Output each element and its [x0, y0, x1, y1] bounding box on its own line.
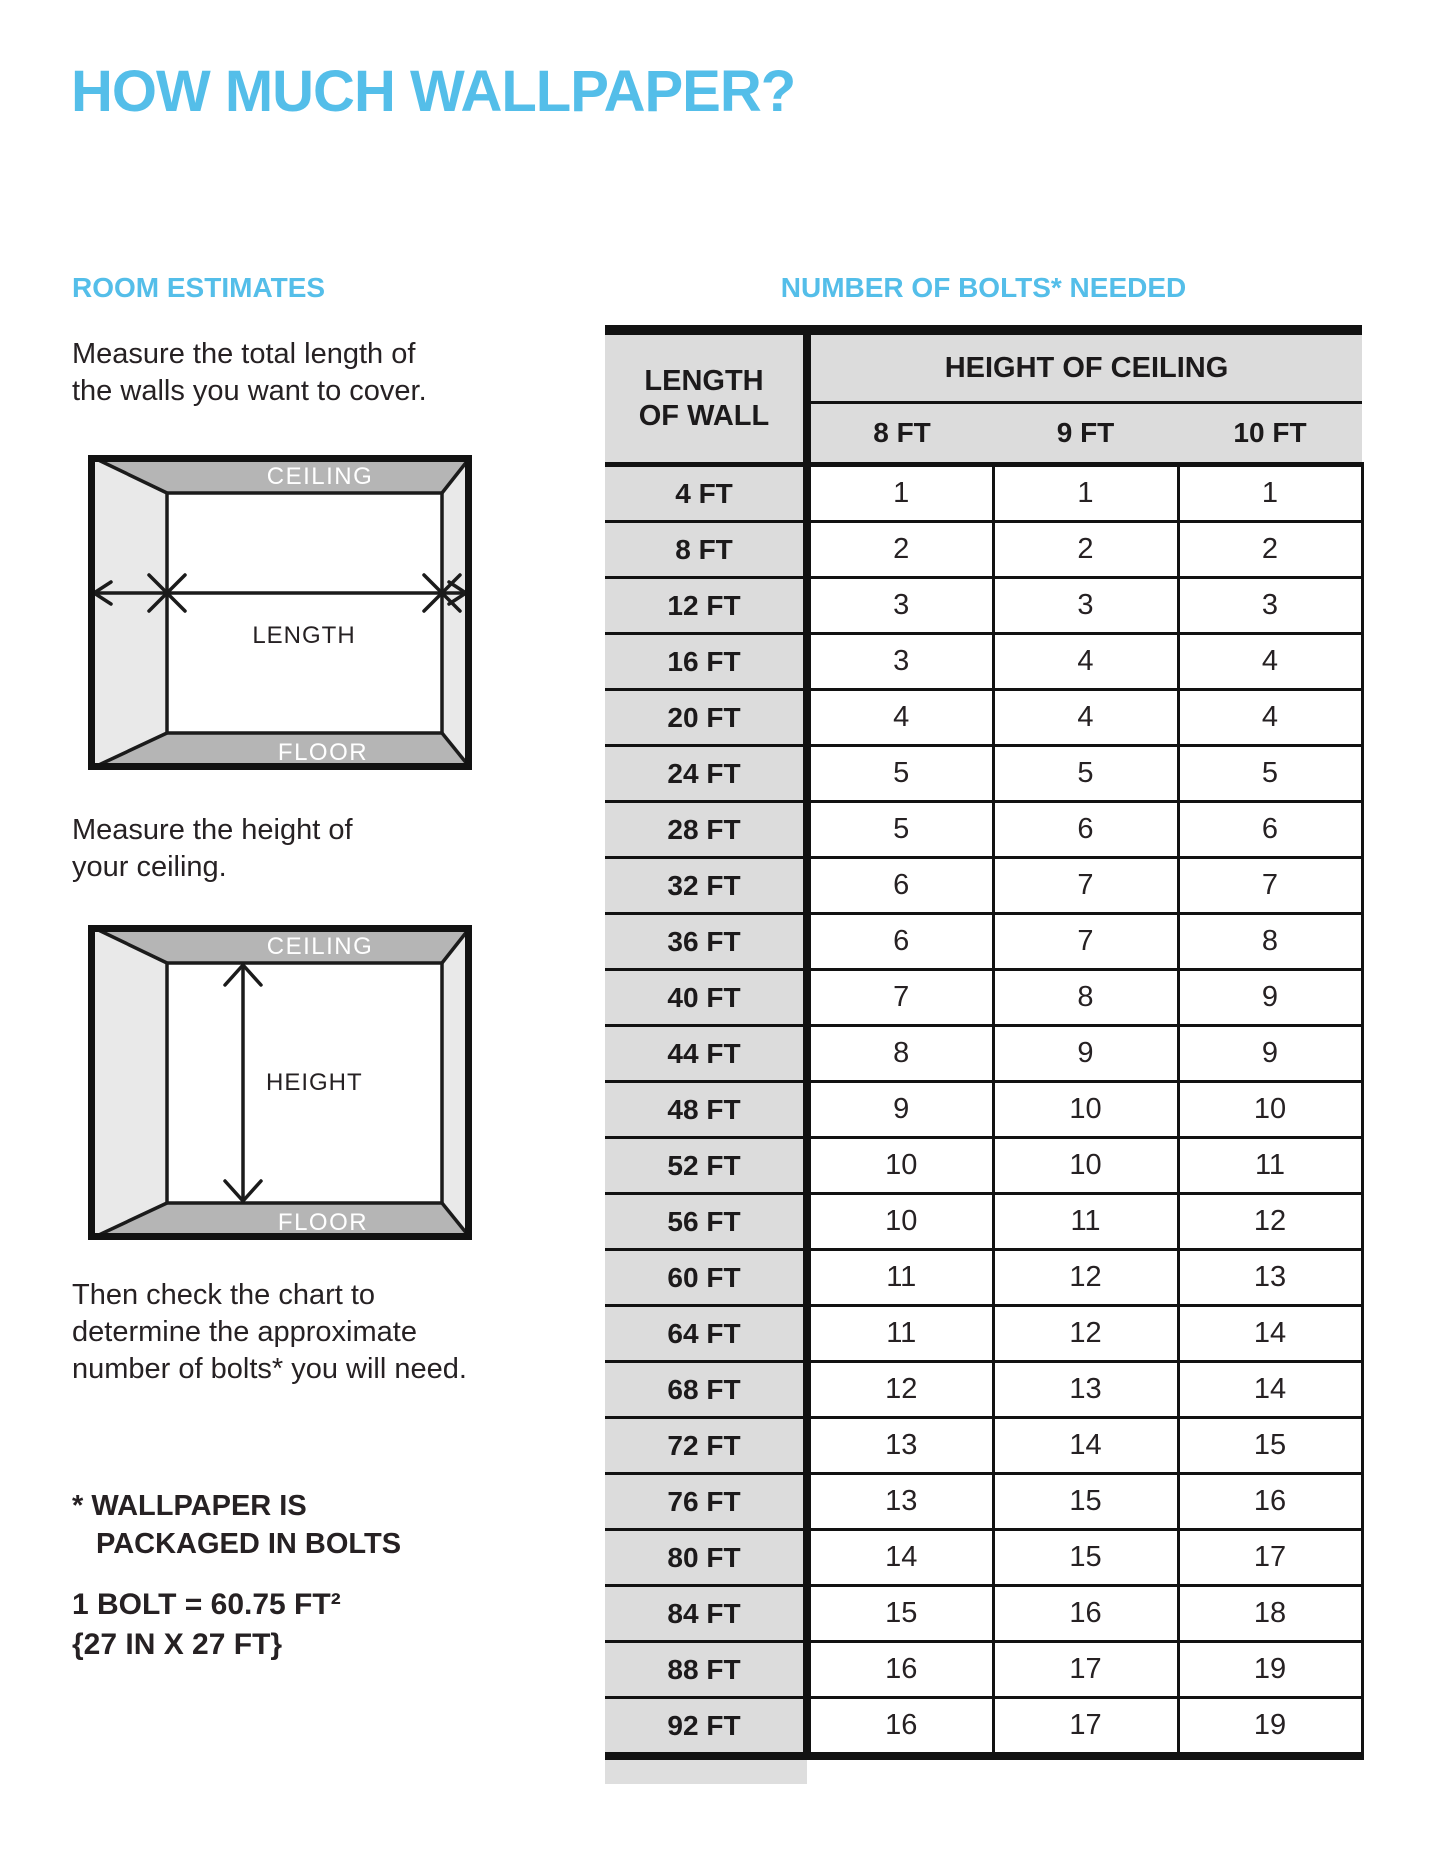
- bolt-count-cell: 16: [807, 1642, 993, 1698]
- wall-length-cell: 64 FT: [605, 1306, 807, 1362]
- bolt-count-cell: 14: [993, 1418, 1178, 1474]
- instruction-check-chart: [72, 1277, 467, 1388]
- wall-length-cell: 92 FT: [605, 1698, 807, 1757]
- instruction-measure-height: [72, 812, 353, 886]
- wall-length-cell: 24 FT: [605, 746, 807, 802]
- bolt-count-cell: 2: [807, 522, 993, 578]
- wall-length-cell: 84 FT: [605, 1586, 807, 1642]
- instruction-line: the walls you want to cover.: [72, 375, 427, 407]
- instruction-line: determine the approximate: [72, 1316, 417, 1348]
- wall-length-cell: 20 FT: [605, 690, 807, 746]
- table-row: [605, 1138, 1362, 1194]
- table-row: [605, 1306, 1362, 1362]
- instruction-line: Measure the height of: [72, 814, 353, 846]
- bolt-count-cell: 9: [993, 1026, 1178, 1082]
- bolt-count-cell: 8: [993, 970, 1178, 1026]
- wall-length-cell: 12 FT: [605, 578, 807, 634]
- bolts-table-header: [605, 330, 1362, 465]
- wall-length-cell: 56 FT: [605, 1194, 807, 1250]
- bolt-count-cell: 6: [993, 802, 1178, 858]
- ceiling-height-column-header: 9 FT: [993, 403, 1178, 465]
- bolt-count-cell: 15: [807, 1586, 993, 1642]
- table-row: [605, 802, 1362, 858]
- table-row: [605, 1026, 1362, 1082]
- bolt-count-cell: 4: [807, 690, 993, 746]
- wall-length-cell: 36 FT: [605, 914, 807, 970]
- bolt-count-cell: 3: [807, 634, 993, 690]
- table-row: [605, 1362, 1362, 1418]
- table-row: [605, 522, 1362, 578]
- wall-length-cell: 8 FT: [605, 522, 807, 578]
- instruction-line: Then check the chart to: [72, 1279, 376, 1311]
- table-row: [605, 1194, 1362, 1250]
- bolt-count-cell: 8: [807, 1026, 993, 1082]
- instruction-line: your ceiling.: [72, 851, 227, 883]
- bolt-count-cell: 17: [993, 1698, 1178, 1757]
- wall-length-cell: 80 FT: [605, 1530, 807, 1586]
- bolt-count-cell: 4: [993, 634, 1178, 690]
- bolt-count-cell: 4: [1178, 690, 1362, 746]
- bolt-count-cell: 7: [993, 914, 1178, 970]
- bolts-table: [605, 325, 1364, 1760]
- bolt-count-cell: 16: [807, 1698, 993, 1757]
- wall-length-cell: 48 FT: [605, 1082, 807, 1138]
- page-title: HOW MUCH WALLPAPER?: [71, 59, 796, 124]
- bolt-count-cell: 5: [807, 802, 993, 858]
- table-row: [605, 858, 1362, 914]
- bolts-needed-heading: NUMBER OF BOLTS* NEEDED: [780, 272, 1187, 303]
- bolt-count-cell: 14: [1178, 1362, 1362, 1418]
- wall-length-cell: 88 FT: [605, 1642, 807, 1698]
- bolt-count-cell: 11: [1178, 1138, 1362, 1194]
- wall-length-cell: 16 FT: [605, 634, 807, 690]
- instruction-measure-length: [72, 336, 427, 410]
- bolt-count-cell: 1: [807, 465, 993, 522]
- footnote-line: * WALLPAPER IS: [72, 1490, 307, 1522]
- table-row: [605, 578, 1362, 634]
- table-row: [605, 1642, 1362, 1698]
- wall-length-cell: 44 FT: [605, 1026, 807, 1082]
- table-row: [605, 1698, 1362, 1757]
- bolt-count-cell: 13: [807, 1418, 993, 1474]
- left-wall: [88, 455, 167, 770]
- ceiling-label: CEILING: [266, 933, 374, 960]
- bolt-count-cell: 13: [993, 1362, 1178, 1418]
- table-row: [605, 1418, 1362, 1474]
- bolt-count-cell: 17: [993, 1642, 1178, 1698]
- wall-length-cell: 4 FT: [605, 465, 807, 522]
- bolt-count-cell: 12: [993, 1250, 1178, 1306]
- floor-label: FLOOR: [277, 1209, 369, 1236]
- table-row: [605, 1474, 1362, 1530]
- room-length-diagram-svg: [88, 455, 472, 770]
- height-label: HEIGHT: [266, 1069, 363, 1096]
- bolt-count-cell: 16: [1178, 1474, 1362, 1530]
- table-row: [605, 746, 1362, 802]
- instruction-line: Measure the total length of: [72, 338, 416, 370]
- table-row: [605, 1082, 1362, 1138]
- bolt-count-cell: 13: [1178, 1250, 1362, 1306]
- room-estimates-heading: ROOM ESTIMATES: [72, 272, 326, 303]
- bolts-table-body: [605, 465, 1362, 1757]
- ceiling-label: CEILING: [266, 463, 374, 490]
- height-of-ceiling-header: HEIGHT OF CEILING: [807, 330, 1362, 403]
- table-row: [605, 970, 1362, 1026]
- table-row: [605, 914, 1362, 970]
- bolt-count-cell: 10: [1178, 1082, 1362, 1138]
- bolt-count-cell: 4: [993, 690, 1178, 746]
- floor-label: FLOOR: [277, 739, 369, 766]
- bolt-count-cell: 9: [807, 1082, 993, 1138]
- wall-length-cell: 76 FT: [605, 1474, 807, 1530]
- bolt-count-cell: 15: [993, 1474, 1178, 1530]
- bolt-count-cell: 11: [993, 1194, 1178, 1250]
- bolt-count-cell: 12: [807, 1362, 993, 1418]
- bolt-count-cell: 11: [807, 1306, 993, 1362]
- wall-length-cell: 28 FT: [605, 802, 807, 858]
- bolt-count-cell: 14: [1178, 1306, 1362, 1362]
- wall-length-cell: 32 FT: [605, 858, 807, 914]
- length-label: LENGTH: [252, 622, 356, 649]
- bolt-count-cell: 12: [1178, 1194, 1362, 1250]
- bolt-count-cell: 7: [993, 858, 1178, 914]
- table-row: [605, 1250, 1362, 1306]
- table-row: [605, 465, 1362, 522]
- table-row: [605, 690, 1362, 746]
- bolt-count-cell: 3: [1178, 578, 1362, 634]
- bolt-count-cell: 9: [1178, 970, 1362, 1026]
- wall-length-cell: 60 FT: [605, 1250, 807, 1306]
- instruction-line: number of bolts* you will need.: [72, 1353, 467, 1385]
- bolt-count-cell: 2: [1178, 522, 1362, 578]
- bolt-count-cell: 3: [993, 578, 1178, 634]
- table-row: [605, 1530, 1362, 1586]
- room-length-diagram: [88, 455, 472, 770]
- bolt-count-cell: 5: [993, 746, 1178, 802]
- bolt-count-cell: 13: [807, 1474, 993, 1530]
- bolt-size-line: {27 IN X 27 FT}: [72, 1628, 283, 1661]
- bolt-size-info: [72, 1585, 341, 1665]
- wall-length-cell: 68 FT: [605, 1362, 807, 1418]
- bolt-count-cell: 6: [1178, 802, 1362, 858]
- bolt-count-cell: 12: [993, 1306, 1178, 1362]
- ceiling-height-column-header: 10 FT: [1178, 403, 1362, 465]
- wallpaper-bolts-footnote: [72, 1487, 401, 1563]
- bolt-count-cell: 2: [993, 522, 1178, 578]
- bolt-count-cell: 9: [1178, 1026, 1362, 1082]
- bolt-count-cell: 5: [807, 746, 993, 802]
- bolt-count-cell: 10: [807, 1194, 993, 1250]
- bolt-count-cell: 6: [807, 914, 993, 970]
- ceiling-height-column-header: 8 FT: [807, 403, 993, 465]
- wall-length-cell: 72 FT: [605, 1418, 807, 1474]
- bolt-count-cell: 11: [807, 1250, 993, 1306]
- table-row: [605, 634, 1362, 690]
- bolt-count-cell: 15: [993, 1530, 1178, 1586]
- bolt-count-cell: 1: [1178, 465, 1362, 522]
- bolts-table-container: [605, 325, 1364, 1760]
- room-height-diagram-svg: [88, 925, 472, 1240]
- bolt-count-cell: 15: [1178, 1418, 1362, 1474]
- bolt-count-cell: 8: [1178, 914, 1362, 970]
- bolt-count-cell: 10: [993, 1082, 1178, 1138]
- wall-length-cell: 52 FT: [605, 1138, 807, 1194]
- room-height-diagram: [88, 925, 472, 1240]
- length-of-wall-header: [605, 330, 807, 465]
- label-column-tail: [605, 1760, 807, 1784]
- bolt-count-cell: 18: [1178, 1586, 1362, 1642]
- bolt-count-cell: 17: [1178, 1530, 1362, 1586]
- header-line: OF WALL: [638, 399, 770, 432]
- bolt-count-cell: 4: [1178, 634, 1362, 690]
- bolt-count-cell: 14: [807, 1530, 993, 1586]
- bolt-count-cell: 19: [1178, 1698, 1362, 1757]
- header-line: LENGTH: [644, 364, 764, 397]
- bolt-count-cell: 7: [807, 970, 993, 1026]
- bolt-count-cell: 6: [807, 858, 993, 914]
- bolt-count-cell: 1: [993, 465, 1178, 522]
- left-wall: [88, 925, 167, 1240]
- bolt-count-cell: 7: [1178, 858, 1362, 914]
- bolt-count-cell: 3: [807, 578, 993, 634]
- bolt-count-cell: 10: [807, 1138, 993, 1194]
- bolt-count-cell: 10: [993, 1138, 1178, 1194]
- footnote-line: PACKAGED IN BOLTS: [96, 1528, 402, 1560]
- bolt-count-cell: 16: [993, 1586, 1178, 1642]
- bolt-count-cell: 5: [1178, 746, 1362, 802]
- bolt-count-cell: 19: [1178, 1642, 1362, 1698]
- bolt-size-line: 1 BOLT = 60.75 FT²: [72, 1588, 341, 1621]
- wall-length-cell: 40 FT: [605, 970, 807, 1026]
- table-row: [605, 1586, 1362, 1642]
